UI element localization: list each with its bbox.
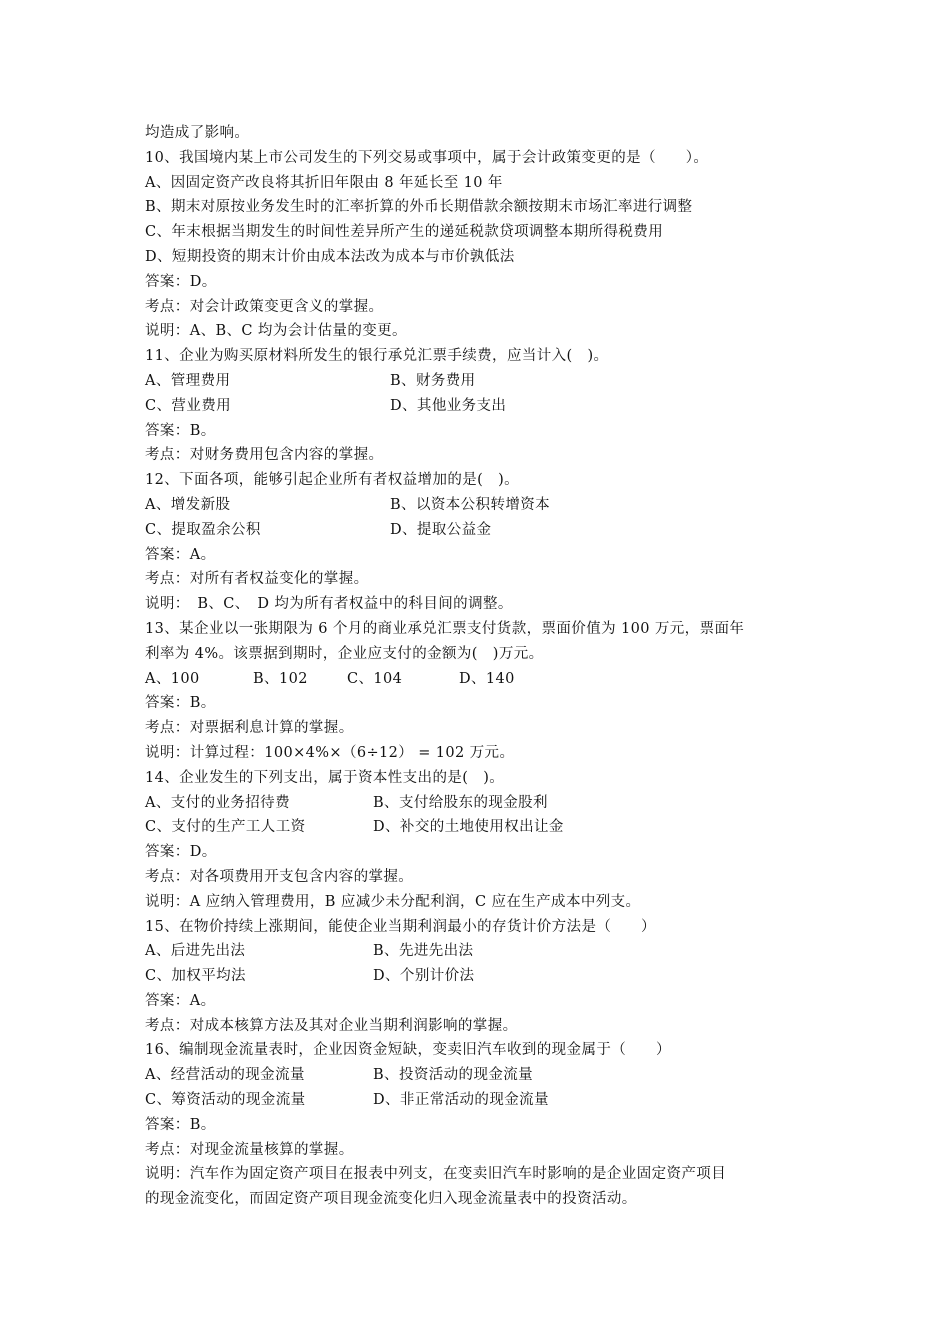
option-c: C、提取盈余公积 [145, 521, 261, 538]
option-c: C、支付的生产工人工资 [145, 819, 306, 836]
option-d: D、140 [459, 670, 515, 687]
question-13-cont: 利率为 4%。该票据到期时，企业应支付的金额为( )万元。 [145, 645, 544, 662]
explanation: 说明：汽车作为固定资产项目在报表中列支，在变卖旧汽车时影响的是企业固定资产项目 [145, 1166, 727, 1183]
option-d: D、其他业务支出 [390, 397, 507, 414]
options-row [145, 964, 815, 989]
option-b: B、以资本公积转增资本 [390, 496, 551, 513]
option-a: A、后进先出法 [145, 943, 246, 960]
key-point: 考点：对现金流量核算的掌握。 [145, 1141, 354, 1158]
key-point: 考点：对会计政策变更含义的掌握。 [145, 298, 384, 315]
explanation: 说明： B、C、 D 均为所有者权益中的科目间的调整。 [145, 596, 513, 613]
key-point: 考点：对各项费用开支包含内容的掌握。 [145, 868, 414, 885]
question-11: 11、企业为购买原材料所发生的银行承兑汇票手续费，应当计入( )。 [145, 348, 609, 365]
option-b: B、支付给股东的现金股利 [373, 794, 548, 811]
option-a: A、因固定资产改良将其折旧年限由 8 年延长至 10 年 [145, 174, 503, 191]
question-12: 12、下面各项，能够引起企业所有者权益增加的是( )。 [145, 472, 520, 489]
answer: 答案：B。 [145, 1116, 216, 1133]
option-d: D、短期投资的期末计价由成本法改为成本与市价孰低法 [145, 248, 515, 265]
options-row [145, 518, 815, 543]
key-point: 考点：对成本核算方法及其对企业当期利润影响的掌握。 [145, 1017, 518, 1034]
answer: 答案：D。 [145, 844, 217, 861]
option-a: A、经营活动的现金流量 [145, 1067, 305, 1084]
question-15: 15、在物价持续上涨期间，能使企业当期利润最小的存货计价方法是（ ） [145, 918, 656, 935]
option-d: D、个别计价法 [373, 968, 475, 985]
option-c: C、筹资活动的现金流量 [145, 1092, 306, 1109]
option-d: D、非正常活动的现金流量 [373, 1092, 549, 1109]
option-a: A、支付的业务招待费 [145, 794, 290, 811]
key-point: 考点：对所有者权益变化的掌握。 [145, 571, 369, 588]
answer: 答案：A。 [145, 546, 216, 563]
option-c: C、104 [347, 670, 403, 687]
answer: 答案：B。 [145, 422, 216, 439]
options-row [145, 815, 815, 840]
options-row [145, 667, 815, 692]
option-d: D、补交的土地使用权出让金 [373, 819, 564, 836]
option-d: D、提取公益金 [390, 521, 492, 538]
options-row [145, 791, 815, 816]
question-13: 13、某企业以一张期限为 6 个月的商业承兑汇票支付货款，票面价值为 100 万元，票面年 [145, 620, 745, 637]
explanation-cont: 的现金流变化，而固定资产项目现金流变化归入现金流量表中的投资活动。 [145, 1191, 637, 1208]
explanation: 说明：A、B、C 均为会计估量的变更。 [145, 323, 407, 340]
options-row [145, 1063, 815, 1088]
document-page [145, 121, 815, 1212]
answer: 答案：B。 [145, 695, 216, 712]
option-a: A、100 [145, 670, 200, 687]
answer: 答案：D。 [145, 273, 217, 290]
question-16: 16、编制现金流量表时，企业因资金短缺，变卖旧汽车收到的现金属于（ ） [145, 1042, 671, 1059]
explanation: 说明：A 应纳入管理费用，B 应减少未分配利润，C 应在生产成本中列支。 [145, 893, 641, 910]
answer: 答案：A。 [145, 992, 216, 1009]
key-point: 考点：对票据利息计算的掌握。 [145, 720, 354, 737]
key-point: 考点：对财务费用包含内容的掌握。 [145, 447, 384, 464]
options-row [145, 369, 815, 394]
option-c: C、营业费用 [145, 397, 231, 414]
question-14: 14、企业发生的下列支出，属于资本性支出的是( )。 [145, 769, 505, 786]
question-10: 10、我国境内某上市公司发生的下列交易或事项中，属于会计政策变更的是（ ）。 [145, 149, 709, 166]
option-b: B、投资活动的现金流量 [373, 1067, 534, 1084]
option-b: B、财务费用 [390, 372, 476, 389]
options-row [145, 493, 815, 518]
option-a: A、增发新股 [145, 496, 231, 513]
options-row [145, 394, 815, 419]
option-c: C、年末根据当期发生的时间性差异所产生的递延税款贷项调整本期所得税费用 [145, 224, 664, 241]
option-a: A、管理费用 [145, 372, 231, 389]
option-b: B、先进先出法 [373, 943, 474, 960]
option-c: C、加权平均法 [145, 968, 246, 985]
explanation: 说明：计算过程：100×4%×（6÷12） = 102 万元。 [145, 744, 515, 761]
options-row [145, 939, 815, 964]
option-b: B、102 [253, 670, 308, 687]
option-b: B、期末对原按业务发生时的汇率折算的外币长期借款余额按期末市场汇率进行调整 [145, 199, 693, 216]
text-line: 均造成了影响。 [145, 125, 250, 141]
options-row [145, 1088, 815, 1113]
